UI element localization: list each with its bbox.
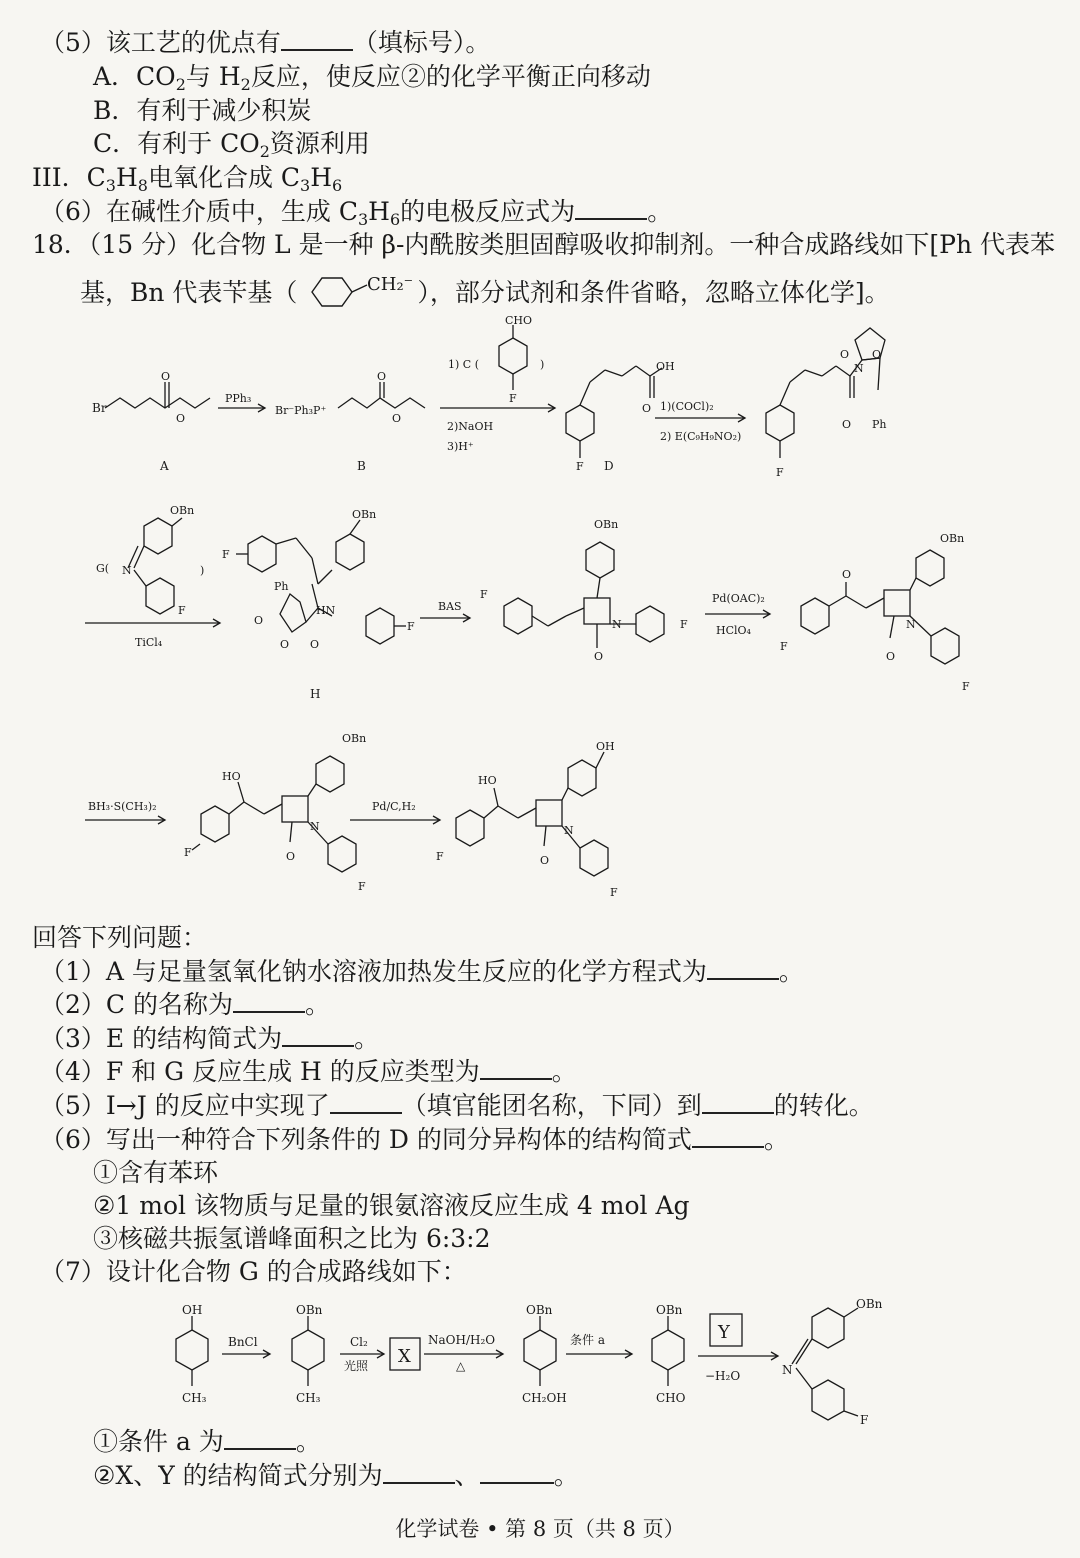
atom-ho: HO (478, 774, 497, 787)
answer-blank (224, 1426, 296, 1450)
atom-f: F (407, 620, 415, 633)
route-obn: OBn (296, 1303, 323, 1317)
reagent-h2: Pd/C,H₂ (372, 800, 416, 813)
q17-5: （5）该工艺的优点有 （填标号）。 (40, 28, 491, 57)
route-obn: OBn (656, 1303, 683, 1317)
answer-blank (282, 1023, 354, 1047)
q18-1: （1）A 与足量氢氧化钠水溶液加热发生反应的化学方程式为 。 (40, 957, 804, 986)
route-oh: OH (182, 1303, 203, 1317)
atom-o: O (642, 402, 652, 415)
answer-blank (330, 1090, 402, 1114)
atom-n: N (564, 824, 574, 837)
reagent-c3: 3)H⁺ (447, 440, 474, 453)
route-ch3: CH₃ (296, 1391, 321, 1405)
reagent-naoh: NaOH/H₂O (428, 1333, 496, 1347)
reagent-c-close: ) (540, 358, 545, 371)
atom-o: O (540, 854, 550, 867)
q17-option-a: A．$CO_2$与 $H_2$反应，使反应②的化学平衡正向移动 (93, 62, 651, 94)
atom-f: F (680, 618, 688, 631)
q17-6: （6）在碱性介质中，生成 $C_3H_6$的电极反应式为 。 (40, 197, 673, 229)
atom-oh: OH (596, 740, 615, 753)
reagent-pph3: PPh₃ (225, 392, 252, 405)
atom-f: F (436, 850, 444, 863)
label-d: D (604, 459, 614, 473)
atom-f: F (962, 680, 970, 693)
q18-2: （2）C 的名称为 。 (40, 990, 330, 1019)
atom-obn: OBn (170, 504, 195, 517)
answer-blank (480, 1460, 554, 1484)
q18-6-condition-2: ②1 mol 该物质与足量的银氨溶液反应生成 4 mol Ag (93, 1191, 690, 1220)
atom-o: O (280, 638, 290, 651)
answer-blank (281, 27, 353, 51)
q18-4: （4）F 和 G 反应生成 H 的反应类型为 。 (40, 1057, 577, 1086)
compound-b-salt: Br⁻Ph₃P⁺ (275, 404, 327, 417)
atom-ph: Ph (274, 580, 289, 593)
atom-obn: OBn (342, 732, 367, 745)
atom-o: O (842, 418, 852, 431)
q18-6-condition-3: ③核磁共振氢谱峰面积之比为 6:3:2 (93, 1224, 491, 1253)
q17-option-b: B．有利于减少积炭 (93, 96, 312, 125)
q18-7-2: ②X、Y 的结构简式分别为 、 。 (93, 1461, 579, 1490)
reagent-y: Y (718, 1322, 730, 1343)
synthesis-scheme-row2 (0, 498, 1080, 708)
atom-n: N (310, 820, 320, 833)
atom-br: Br (92, 401, 107, 415)
atom-o: O (161, 370, 171, 383)
answer-blank (707, 956, 779, 980)
atom-f: F (184, 846, 192, 859)
atom-o: O (842, 568, 852, 581)
atom-f: F (576, 460, 584, 473)
answer-blank (575, 196, 647, 220)
reagent-cl2: Cl₂ (350, 1335, 368, 1349)
reagent-c1: 1) C ( (448, 358, 479, 371)
atom-oh: OH (656, 360, 675, 373)
q17-part-iii: III．$C_3H_8$电氧化合成 $C_3H_6$ (32, 163, 343, 195)
atom-o: O (377, 370, 387, 383)
reagent-light: 光照 (344, 1359, 369, 1373)
reagent-minus-h2o: −H₂O (705, 1369, 741, 1383)
q18-5: （5）I→J 的反应中实现了 （填官能团名称，下同）到 的转化。 (40, 1091, 874, 1120)
atom-f: F (776, 466, 784, 479)
answer-blank (702, 1090, 774, 1114)
reagent-bh3: BH₃·S(CH₃)₂ (88, 800, 157, 813)
reagent-ticl4: TiCl₄ (135, 636, 163, 649)
atom-f: F (222, 548, 230, 561)
route-n: N (782, 1363, 793, 1377)
atom-f: F (358, 880, 366, 893)
reagent-e2: 2) E(C₉H₉NO₂) (660, 430, 742, 443)
atom-n: N (854, 362, 864, 375)
q18-3: （3）E 的结构简式为 。 (40, 1024, 380, 1053)
q18-intro-line1: 18．（15 分）化合物 L 是一种 β-内酰胺类胆固醇吸收抑制剂。一种合成路线如下[Ph 代表苯 (32, 230, 1056, 259)
q18-6: （6）写出一种符合下列条件的 D 的同分异构体的结构简式 。 (40, 1125, 789, 1154)
atom-o: O (176, 412, 186, 425)
q18-7: （7）设计化合物 G 的合成路线如下： (40, 1257, 467, 1286)
atom-o: O (392, 412, 402, 425)
atom-f: F (509, 392, 517, 405)
atom-o: O (594, 650, 604, 663)
atom-o: O (286, 850, 296, 863)
reagent-e1: 1)(COCl)₂ (660, 400, 714, 413)
atom-hn: HN (316, 604, 336, 617)
condition-a: 条件 a (570, 1333, 605, 1347)
atom-o: O (872, 348, 882, 361)
atom-obn: OBn (352, 508, 377, 521)
atom-obn: OBn (594, 518, 619, 531)
answer-blank (383, 1460, 455, 1484)
intermediate-x: X (398, 1346, 411, 1367)
reagent-c2: 2)NaOH (447, 420, 494, 433)
page-footer: 化学试卷 • 第 8 页（共 8 页） (395, 1517, 685, 1541)
benzyl-structure-icon (297, 275, 417, 309)
reagent-pd-oac: Pd(OAC)₂ (712, 592, 765, 605)
atom-ph: Ph (872, 418, 887, 431)
atom-n: N (906, 618, 916, 631)
synthesis-scheme-row1 (0, 310, 1080, 500)
answer-blank (480, 1056, 552, 1080)
atom-f: F (178, 604, 186, 617)
q17-option-c: C．有利于 $CO_2$资源利用 (93, 129, 370, 161)
reagent-g: G( (96, 562, 110, 575)
atom-n: N (122, 564, 132, 577)
reagent-hclo4: HClO₄ (716, 624, 751, 637)
route-cho: CHO (656, 1391, 686, 1405)
answer-heading: 回答下列问题： (32, 923, 208, 952)
atom-cho: CHO (505, 314, 533, 327)
label-b: B (357, 459, 366, 473)
q18-6-condition-1: ①含有苯环 (93, 1158, 219, 1187)
synthesis-scheme-row3 (0, 710, 1080, 910)
atom-f: F (610, 886, 618, 899)
q18-7-1: ①条件 a 为 。 (93, 1427, 321, 1456)
q18-intro-line2: 基，Bn 代表苄基（ CH₂⁻ ），部分试剂和条件省略，忽略立体化学]。 (80, 275, 890, 307)
answer-blank (692, 1124, 764, 1148)
atom-n: N (612, 618, 622, 631)
reagent-heat: △ (456, 1359, 466, 1373)
atom-o: O (886, 650, 896, 663)
atom-o: O (254, 614, 264, 627)
reagent-bncl: BnCl (228, 1335, 258, 1349)
label-a: A (160, 459, 169, 473)
atom-obn: OBn (940, 532, 965, 545)
reagent-g-close: ) (200, 564, 205, 577)
atom-f: F (480, 588, 488, 601)
route-obn: OBn (526, 1303, 553, 1317)
atom-f: F (780, 640, 788, 653)
reagent-bas: BAS (438, 600, 462, 613)
route-ch3: CH₃ (182, 1391, 207, 1405)
route-obn: OBn (856, 1297, 883, 1311)
atom-ho: HO (222, 770, 241, 783)
answer-blank (233, 989, 305, 1013)
label-h: H (310, 687, 321, 701)
route-f: F (860, 1413, 869, 1427)
route-to-g (0, 1290, 1080, 1430)
route-ch2oh: CH₂OH (522, 1391, 567, 1405)
atom-o: O (310, 638, 320, 651)
benzyl-label: CH₂⁻ (367, 275, 414, 295)
atom-o: O (840, 348, 850, 361)
